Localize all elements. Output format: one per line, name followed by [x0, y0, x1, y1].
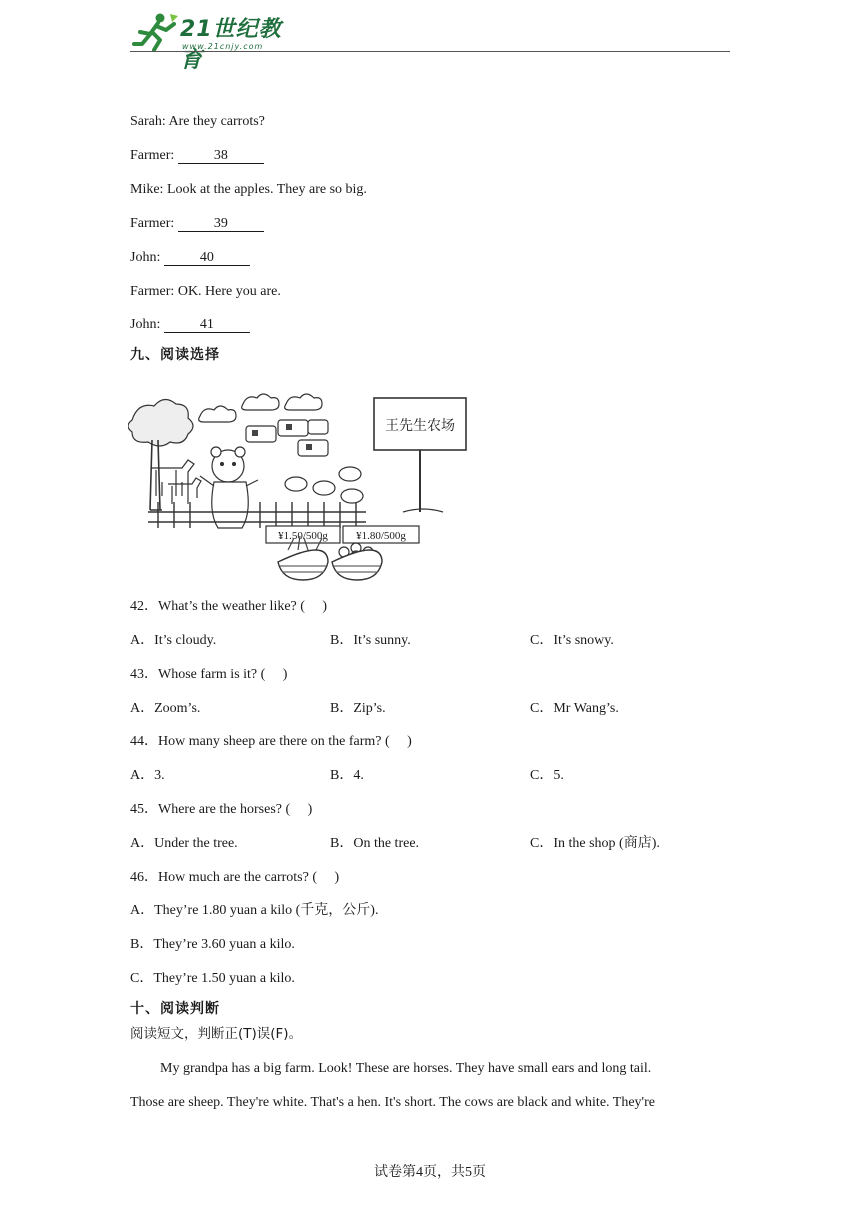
option-a[interactable]: A．It’s cloudy. — [130, 633, 217, 648]
price-tag-left — [266, 526, 340, 543]
option-c[interactable]: C．They’re 1.50 yuan a kilo. — [130, 971, 295, 986]
apple-basket-icon — [332, 543, 382, 580]
line-text: Are they carrots? — [168, 114, 265, 129]
dialogue-line — [130, 113, 265, 131]
speaker: Farmer: — [130, 284, 175, 299]
speaker: Farmer: — [130, 216, 175, 231]
farm-illustration — [128, 390, 473, 585]
dialogue-line — [130, 215, 264, 233]
logo-text: 21世纪教育 — [180, 17, 282, 73]
page-footer: 试卷第4页，共5页 — [374, 1165, 486, 1180]
line-text: Look at the apples. They are so big. — [166, 182, 367, 197]
option-a[interactable]: A．Under the tree. — [130, 836, 238, 851]
question-45: 45．Where are the horses? ( ) — [130, 802, 313, 817]
question-46: 46．How much are the carrots? ( ) — [130, 870, 340, 885]
answer-blank[interactable]: 38 — [178, 148, 264, 164]
speaker: Sarah: — [130, 114, 166, 129]
question-43: 43．Whose farm is it? ( ) — [130, 667, 288, 682]
section-title: 十、阅读判断 — [130, 1001, 220, 1017]
dialogue-line — [130, 249, 250, 267]
passage-line: My grandpa has a big farm. Look! These are horses. They have small ears and long tail. — [160, 1061, 652, 1076]
price-tag-right — [343, 526, 419, 543]
option-b[interactable]: B．They’re 3.60 yuan a kilo. — [130, 937, 295, 952]
cloud-icon — [199, 394, 322, 422]
svg-text:¥1.50/500g: ¥1.50/500g — [278, 530, 328, 542]
option-b[interactable]: B．On the tree. — [330, 836, 420, 851]
cow-icon — [246, 420, 328, 456]
sheep-icon — [285, 467, 363, 503]
dialogue-line — [130, 316, 250, 334]
speaker: John: — [130, 250, 161, 265]
option-c[interactable]: C．It’s snowy. — [530, 633, 614, 648]
tree-icon — [128, 399, 193, 510]
option-b[interactable]: B．4. — [330, 768, 364, 783]
question-42: 42．What’s the weather like? ( ) — [130, 599, 328, 614]
dialogue-line — [130, 283, 281, 301]
speaker: John: — [130, 317, 161, 332]
farm-sign-text: 王先生农场 — [385, 418, 455, 434]
option-c[interactable]: C．Mr Wang’s. — [530, 701, 619, 716]
section-title: 九、阅读选择 — [130, 347, 220, 363]
speaker: Farmer: — [130, 148, 175, 163]
option-a[interactable]: A．Zoom’s. — [130, 701, 201, 716]
passage-line: Those are sheep. They're white. That's a hen. It's short. The cows are black and white. They're — [130, 1095, 655, 1110]
dialogue-line — [130, 181, 367, 199]
fence-icon — [148, 502, 366, 528]
option-c[interactable]: C．5. — [530, 768, 564, 783]
header-logo — [130, 10, 300, 73]
question-44: 44．How many sheep are there on the farm? ( ) — [130, 734, 412, 749]
option-a[interactable]: A．They’re 1.80 yuan a kilo (千克，公斤). — [130, 903, 379, 918]
option-b[interactable]: B．Zip’s. — [330, 701, 386, 716]
answer-blank[interactable]: 39 — [178, 216, 264, 232]
dialogue-line — [130, 147, 264, 165]
header-rule — [130, 51, 730, 52]
logo-url: www.21cnjy.com — [182, 42, 264, 51]
answer-blank[interactable]: 40 — [164, 250, 250, 266]
option-c[interactable]: C．In the shop (商店). — [530, 836, 660, 851]
instruction-text: 阅读短文，判断正(T)误(F)。 — [130, 1026, 303, 1042]
bear-character-icon — [200, 447, 258, 528]
option-b[interactable]: B．It’s sunny. — [330, 633, 411, 648]
svg-text:¥1.80/500g: ¥1.80/500g — [356, 530, 406, 542]
option-a[interactable]: A．3. — [130, 768, 165, 783]
speaker: Mike: — [130, 182, 164, 197]
answer-blank[interactable]: 41 — [164, 317, 250, 333]
line-text: OK. Here you are. — [177, 284, 281, 299]
runner-logo-icon — [130, 10, 180, 54]
